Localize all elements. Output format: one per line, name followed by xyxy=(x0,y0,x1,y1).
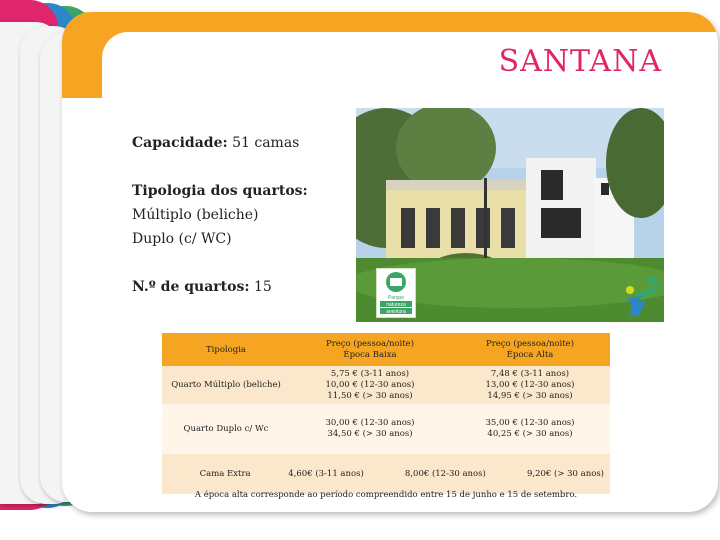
price-line: 10,00 € (12-30 anos) xyxy=(325,379,415,390)
rooms-count-value: 15 xyxy=(253,279,272,295)
brand-logo-icon xyxy=(612,272,672,320)
header-epoca-alta-line1: Preço (pessoa/noite) xyxy=(485,338,575,349)
rooms-type-item: Múltiplo (beliche) xyxy=(132,207,259,223)
price-line: 4,60€ (3-11 anos) xyxy=(288,469,364,479)
badge-line3: aventura xyxy=(386,309,406,315)
capacity-label: Capacidade: xyxy=(132,135,228,151)
table-row xyxy=(162,366,610,404)
price-line: 30,00 € (12-30 anos) xyxy=(325,418,415,428)
price-line: 9,20€ (> 30 anos) xyxy=(526,469,604,479)
capacity-value: 51 camas xyxy=(232,135,300,151)
price-line: 13,00 € (12-30 anos) xyxy=(485,379,575,390)
rooms-type-item: Duplo (c/ WC) xyxy=(132,231,232,247)
table-header xyxy=(162,333,610,366)
rooms-type-label-text: Tipologia dos quartos: xyxy=(132,183,308,199)
capacity-line xyxy=(132,135,299,151)
header-epoca-alta-line2: Época Alta xyxy=(506,349,554,360)
cell-type: Quarto Múltiplo (beliche) xyxy=(171,380,281,390)
header-epoca-baixa xyxy=(290,339,450,361)
cell-high xyxy=(450,369,610,402)
price-line: 14,95 € (> 30 anos) xyxy=(487,390,573,401)
price-table xyxy=(162,333,610,494)
price-line: 5,75 € (3-11 anos) xyxy=(330,368,410,379)
cell-type: Cama Extra xyxy=(199,469,251,479)
rooms-type-label xyxy=(132,183,308,199)
rooms-count-label: N.º de quartos: xyxy=(132,279,250,295)
season-footnote: A época alta corresponde ao período compreendido entre 15 de junho e 15 de setembro. xyxy=(194,490,578,500)
header-epoca-alta xyxy=(450,339,610,361)
badge-line1: Parque xyxy=(387,295,405,301)
cell-extra-bed-prices xyxy=(288,469,610,479)
cell-low xyxy=(290,369,450,402)
badge-line2: natureza xyxy=(386,302,406,308)
price-line: 8,00€ (12-30 anos) xyxy=(404,469,486,479)
parque-natureza-badge xyxy=(376,268,416,318)
header-tipologia: Tipologia xyxy=(205,344,246,355)
price-line: 11,50 € (> 30 anos) xyxy=(327,390,413,401)
price-line: 34,50 € (> 30 anos) xyxy=(327,429,413,439)
cell-high xyxy=(450,418,610,440)
header-epoca-baixa-line2: Época Baixa xyxy=(343,349,397,360)
price-line: 35,00 € (12-30 anos) xyxy=(485,418,575,428)
table-row xyxy=(162,404,610,454)
price-line: 40,25 € (> 30 anos) xyxy=(487,429,573,439)
cell-type: Quarto Duplo c/ Wc xyxy=(183,424,269,434)
rooms-count-line xyxy=(132,279,272,295)
price-line: 7,48 € (3-11 anos) xyxy=(490,368,570,379)
page-title: SANTANA xyxy=(498,44,662,79)
table-row xyxy=(162,454,610,494)
cell-low xyxy=(290,418,450,440)
header-epoca-baixa-line1: Preço (pessoa/noite) xyxy=(325,338,415,349)
